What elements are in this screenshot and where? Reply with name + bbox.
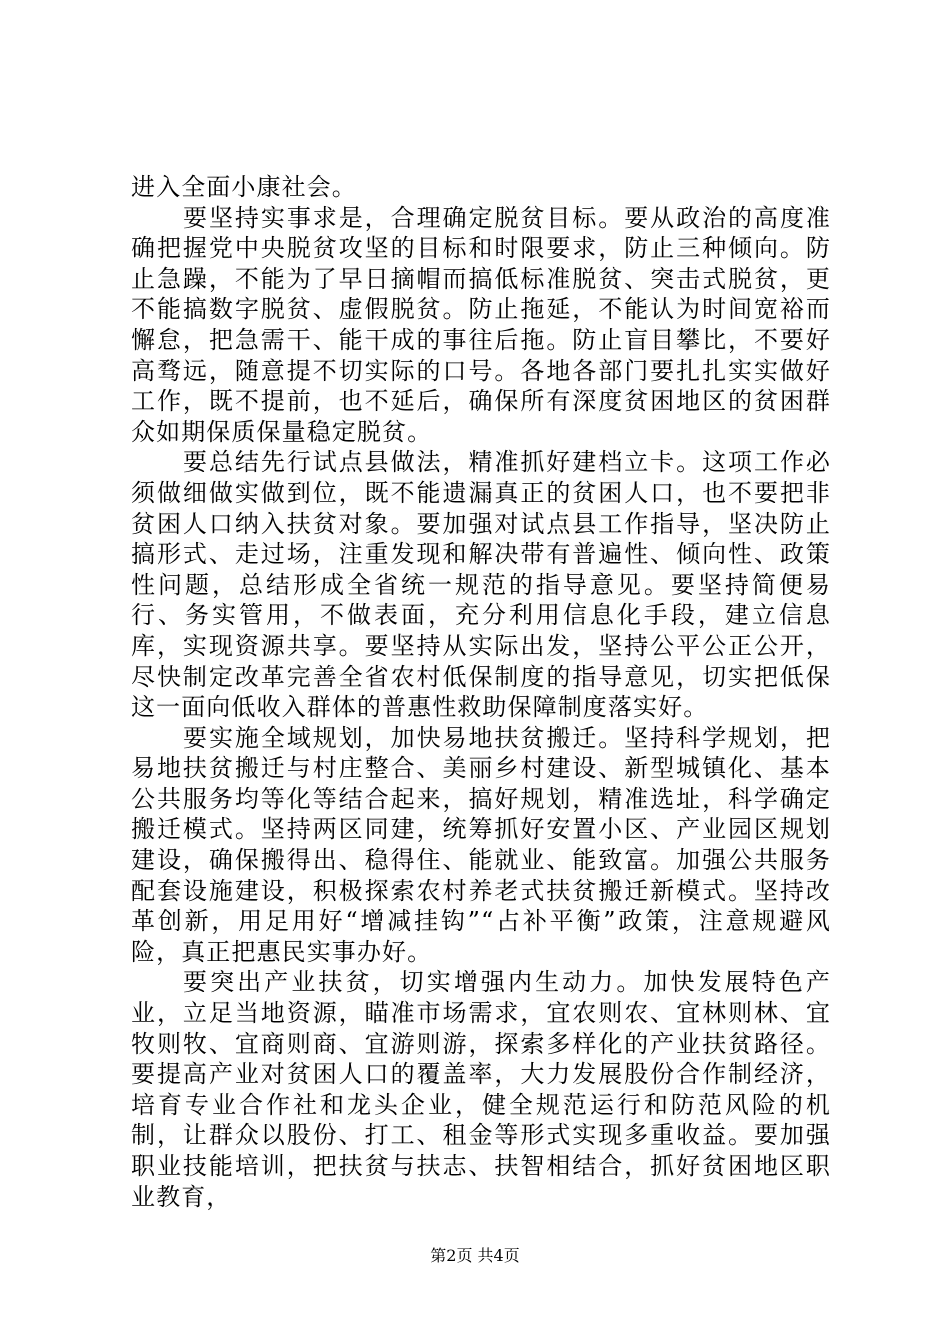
paragraph-1: 进入全面小康社会。	[131, 173, 357, 201]
page-footer: 第2页 共4页	[430, 1246, 520, 1265]
document-body	[131, 172, 831, 1212]
paragraph-4: 要实施全域规划，加快易地扶贫搬迁。坚持科学规划，把易地扶贫搬迁与村庄整合、美丽乡村建设、新型城镇化、基本公共服务均等化等结合起来，搞好规划，精准选址，科学确定搬迁模式。坚持两区同建，统筹抓好安置小区、产业园区规划建设，确保搬得出、稳得住、能就业、能致富。加强公共服务配套设施建设，积极探索农村养老式扶贫搬迁新模式。坚持改革创新，用足用好“增减挂钩”“占补平衡”政策，注意规避风险，真正把惠民实事办好。	[131, 723, 831, 966]
paragraph-2: 要坚持实事求是，合理确定脱贫目标。要从政治的高度准确把握党中央脱贫攻坚的目标和时限要求，防止三种倾向。防止急躁，不能为了早日摘帽而搞低标准脱贫、突击式脱贫，更不能搞数字脱贫、虚假脱贫。防止拖延，不能认为时间宽裕而懈怠，把急需干、能干成的事往后拖。防止盲目攀比，不要好高骛远，随意提不切实际的口号。各地各部门要扎扎实实做好工作，既不提前，也不延后，确保所有深度贫困地区的贫困群众如期保质保量稳定脱贫。	[131, 203, 831, 446]
paragraph-3: 要总结先行试点县做法，精准抓好建档立卡。这项工作必须做细做实做到位，既不能遗漏真正的贫困人口，也不要把非贫困人口纳入扶贫对象。要加强对试点县工作指导，坚决防止搞形式、走过场，注重发现和解决带有普遍性、倾向性、政策性问题，总结形成全省统一规范的指导意见。要坚持简便易行、务实管用，不做表面，充分利用信息化手段，建立信息库，实现资源共享。要坚持从实际出发，坚持公平公正公开，尽快制定改革完善全省农村低保制度的指导意见，切实把低保这一面向低收入群体的普惠性救助保障制度落实好。	[131, 448, 831, 722]
paragraph-5: 要突出产业扶贫，切实增强内生动力。加快发展特色产业，立足当地资源，瞄准市场需求，宜农则农、宜林则林、宜牧则牧、宜商则商、宜游则游，探索多样化的产业扶贫路径。要提高产业对贫困人口的覆盖率，大力发展股份合作制经济，培育专业合作社和龙头企业，健全规范运行和防范风险的机制，让群众以股份、打工、租金等形式实现多重收益。要加强职业技能培训，把扶贫与扶志、扶智相结合，抓好贫困地区职业教育，	[131, 968, 831, 1211]
